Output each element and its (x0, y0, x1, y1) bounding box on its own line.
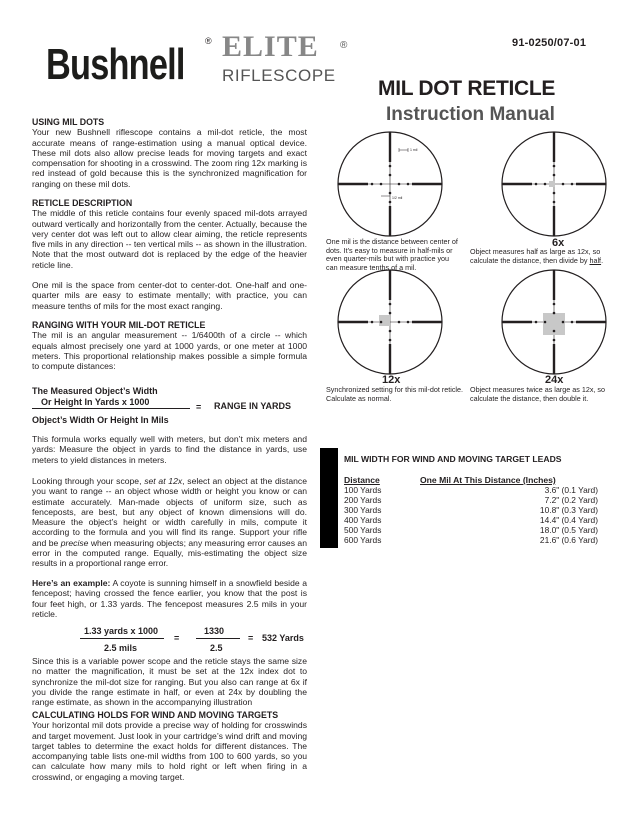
example-body: A coyote is sunning himself in a snowfield beside a fencepost; having crossed the fence earlier, you know that the post is four feet high, or 1.33 yards. The fencepost measures 2.5 mils in your reticle. (32, 578, 307, 619)
caption-6x-underlined: half (589, 255, 602, 265)
looking-text-a: Looking through your scope, (32, 476, 145, 486)
heading-holds: CALCULATING HOLDS FOR WIND AND MOVING TARGETS (32, 710, 279, 720)
target-box-12x (379, 315, 390, 326)
looking-text-c: when measuring objects; any measuring error causes an error in the computed range. Equally, mis-estimating the object size results in a proportional range error. (32, 537, 307, 569)
example-denominator-1: 2.5 mils (104, 643, 138, 653)
formula-numerator-line1: The Measured Object’s Width (32, 386, 158, 396)
product-subtitle: RIFLESCOPE (222, 66, 336, 85)
paragraph-reticle-description: The middle of this reticle contains four evenly spaced mil-dots arrayed outward vertically and horizontally from the center. Actually, because the very center dot was left out to allow clear aiming, the reticle represents five mils in any direction -- ten vertical mils -- as shown in the illustration. Note that the most outward dot is replaced by the edge of the heavier reticle line. (32, 208, 307, 270)
heading-using-mil-dots: USING MIL DOTS (32, 117, 105, 127)
paragraph-formula-note: This formula works equally well with meters, but don’t mix meters and yards: Measure the object in yards to find the distance in yards, use meters to yield distances in meters. (32, 434, 307, 465)
section-using-mil-dots (32, 117, 307, 189)
table-row (344, 495, 598, 505)
product-name: ELITE (222, 30, 319, 63)
caption-12x: Synchronized setting for this mil-dot reticle. Calculate as normal. (326, 385, 464, 403)
table-header-one-mil: One Mil At This Distance (Inches) (420, 475, 556, 485)
paragraph-using-mil-dots: Your new Bushnell riflescope contains a mil-dot reticle, the most accurate means of range-estimation using a manual optical device. These mil dots also allow precise leads for moving targets and exact compensation for shooting in a crosswind. The zoom ring 12x marking is red instead of gold because this is the synchronized magnification for ranging on these mil dots. (32, 127, 307, 189)
example-fraction-line-1 (80, 638, 164, 639)
table-cell-value: 7.2" (0.2 Yard) (544, 495, 598, 505)
formula-denominator: Object’s Width Or Height In Mils (32, 415, 169, 425)
table-cell-distance: 600 Yards (344, 535, 382, 545)
table-cell-value: 14.4" (0.4 Yard) (539, 515, 598, 525)
table-row (344, 535, 598, 545)
dimension-label-2: 1/2 mil (392, 196, 403, 200)
reticle-reference (338, 132, 442, 236)
paragraph-variable-power: Since this is a variable power scope and the reticle stays the same size no matter the magnification, it must be set at the 12x index dot to synchronize the mil-dot size for ranging. But you also can range at 6x if you divide the range estimate in half, or even at 24x by doubling the range estimate, as shown in the accompanying illustration (32, 656, 307, 708)
paragraph-looking-through (32, 476, 307, 569)
table-cell-distance: 100 Yards (344, 485, 382, 495)
mil-width-table (320, 448, 610, 548)
example-equals-2: = (248, 633, 254, 643)
magnification-24x: 24x (545, 374, 564, 386)
caption-reference: One mil is the distance between center of dots. It’s easy to measure in half-mils or even quarter-mils but with practice you can measure tenths of a mil. (326, 237, 458, 272)
table-cell-value: 10.8" (0.3 Yard) (539, 505, 598, 515)
example-numerator-2: 1330 (204, 626, 225, 636)
section-holds (32, 710, 307, 782)
table-side-bar (320, 448, 338, 548)
looking-text-emphasis-2: precise (60, 537, 89, 548)
page-title: MIL DOT RETICLE (378, 77, 556, 100)
formula-fraction-line (32, 408, 190, 409)
formula-equals: = (196, 402, 202, 412)
table-row (344, 515, 598, 525)
table-header-distance: Distance (344, 475, 380, 485)
caption-6x-text: Object measures half as large as 12x, so calculate the distance, then divide by (470, 247, 601, 265)
table-cell-distance: 500 Yards (344, 525, 382, 535)
product-registered-mark: ® (340, 40, 348, 51)
brand-registered-mark: ® (205, 36, 212, 46)
section-ranging (32, 320, 307, 371)
table-row (344, 485, 598, 495)
table-cell-distance: 200 Yards (344, 495, 382, 505)
looking-text-emphasis: set at 12x (144, 476, 183, 486)
table-row (344, 525, 598, 535)
example-denominator-2: 2.5 (210, 643, 223, 653)
magnification-12x: 12x (382, 374, 401, 386)
section-reticle-description (32, 198, 307, 270)
formula-numerator-line2: Or Height In Yards x 1000 (41, 396, 150, 407)
paragraph-holds: Your horizontal mil dots provide a precise way of holding for crosswinds and target movement. Just look in your cartridge’s wind drift and moving target tables to determine the exact holds for different distances. The accompanying table lists one-mil widths from 100 to 600 yards, so you can calculate how many mils to hold right or left when firing in a crosswind, or engaging a moving target. (32, 720, 307, 782)
paragraph-one-mil: One mil is the space from center-dot to center-dot. One-half and one-quarter mils are easy to estimate mentally; with practice, you can measure tenths of mils for the most exact ranging. (32, 280, 307, 311)
example-equals-1: = (174, 633, 180, 643)
dimension-marks (381, 148, 408, 196)
example-numerator-1: 1.33 yards x 1000 (84, 626, 159, 636)
table-cell-value: 21.6" (0.6 Yard) (539, 535, 598, 545)
looking-text-b: , select an object at the distance you want to range -- an object whose width or height you know or can estimate accurately. Man-made objects of uniform size, such as fenceposts, are best, but any object of known dimensions will do. Measure the object’s height or width carefully in mils, compute it according to the formula and you will find its range. Support your rifle and be (32, 476, 308, 548)
heading-ranging: RANGING WITH YOUR MIL-DOT RETICLE (32, 320, 206, 330)
formula-result: RANGE IN YARDS (214, 401, 292, 411)
table-title: MIL WIDTH FOR WIND AND MOVING TARGET LEADS (344, 454, 562, 464)
table-row (344, 505, 598, 515)
formula-numerator (32, 386, 158, 407)
page-subtitle: Instruction Manual (386, 104, 555, 125)
table-cell-distance: 300 Yards (344, 505, 382, 515)
bushnell-logo (36, 34, 216, 102)
example-fraction-line-2 (196, 638, 240, 639)
caption-24x: Object measures twice as large as 12x, so calculate the distance, then double it. (470, 385, 606, 403)
target-box-6x (549, 181, 555, 187)
example-lead: Here’s an example: (32, 578, 111, 588)
table-cell-value: 18.0" (0.5 Yard) (539, 525, 598, 535)
paragraph-example (32, 578, 307, 619)
heading-reticle-description: RETICLE DESCRIPTION (32, 198, 133, 208)
brand-wordmark: Bushnell (46, 40, 185, 89)
table-cell-value: 3.6" (0.1 Yard) (544, 485, 598, 495)
dimension-label-1: 1 mil (410, 148, 418, 152)
caption-6x: Object measures half as large as 12x, so calculate the distance, then divide by half. (470, 247, 604, 265)
paragraph-ranging: The mil is an angular measurement -- 1/6400th of a circle -- which equals almost precisely one yard at 1000 yards, or one meter at 1000 meters. This proportional relationship makes possible a simple formula to compute distances: (32, 330, 307, 372)
example-result: 532 Yards (262, 633, 304, 643)
table-cell-distance: 400 Yards (344, 515, 382, 525)
document-number: 91-0250/07-01 (512, 37, 587, 49)
magnification-6x: 6x (552, 237, 565, 249)
